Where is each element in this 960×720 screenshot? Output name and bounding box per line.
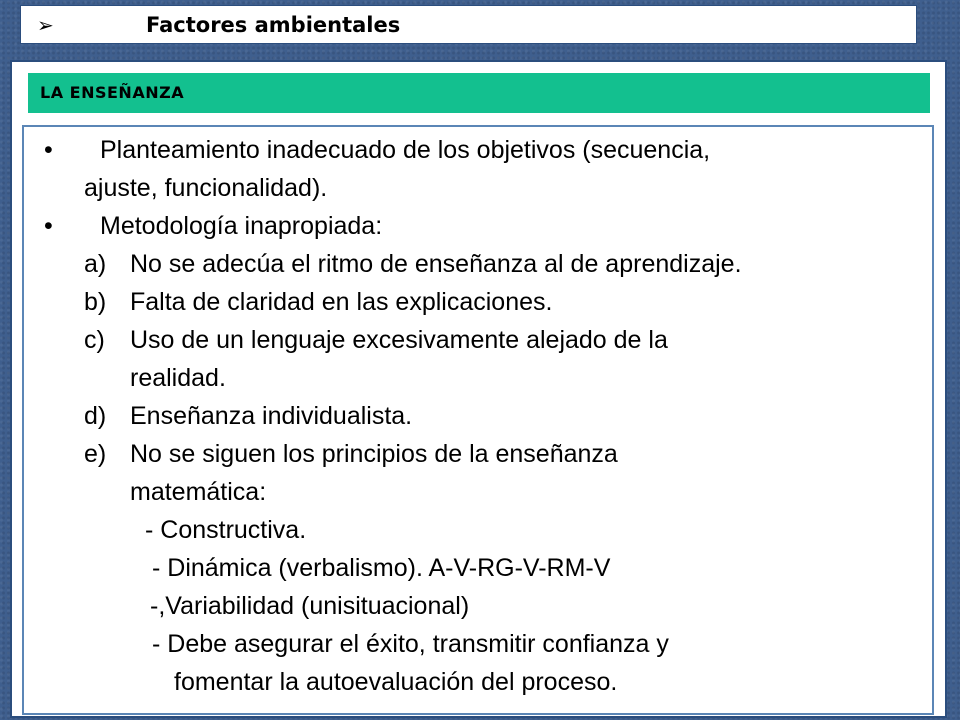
arrow-bullet-icon: ➢ <box>37 13 54 37</box>
section-bar <box>28 73 930 113</box>
sub-item-c-line-1: Uso de un lenguaje excesivamente alejado de la <box>130 326 668 354</box>
header-title: Factores ambientales <box>146 13 401 37</box>
bullet-1-line-1: Planteamiento inadecuado de los objetivos (secuencia, <box>100 136 711 164</box>
sub-item-c-line-2: realidad. <box>130 364 226 392</box>
sub-item-marker-b: b) <box>84 288 107 316</box>
bullet-marker: • <box>44 136 53 164</box>
sub-item-marker-e: e) <box>84 440 107 468</box>
sub-item-e-line-2: matemática: <box>130 478 267 506</box>
principle-line: -,Variabilidad (unisituacional) <box>150 592 470 620</box>
bullet-1-line-2: ajuste, funcionalidad). <box>84 174 328 202</box>
content-box <box>22 125 934 715</box>
sub-item-marker-a: a) <box>84 250 107 278</box>
sub-item-marker-c: c) <box>84 326 105 354</box>
header-bar <box>20 5 917 44</box>
content-panel <box>10 60 947 718</box>
principle-line: - Debe asegurar el éxito, transmitir confianza y <box>152 630 669 658</box>
principle-line: - Constructiva. <box>145 516 307 544</box>
sub-item-b-line-1: Falta de claridad en las explicaciones. <box>130 288 553 316</box>
sub-item-d-line-1: Enseñanza individualista. <box>130 402 413 430</box>
principle-line: - Dinámica (verbalismo). A-V-RG-V-RM-V <box>152 554 611 582</box>
sub-item-a-line-1: No se adecúa el ritmo de enseñanza al de aprendizaje. <box>130 250 742 278</box>
sub-item-e-line-1: No se siguen los principios de la enseñanza <box>130 440 618 468</box>
bullet-marker: • <box>44 212 53 240</box>
sub-item-marker-d: d) <box>84 402 107 430</box>
principle-line: fomentar la autoevaluación del proceso. <box>174 668 618 696</box>
section-title: LA ENSEÑANZA <box>40 83 185 102</box>
bullet-2-line-1: Metodología inapropiada: <box>100 212 383 240</box>
